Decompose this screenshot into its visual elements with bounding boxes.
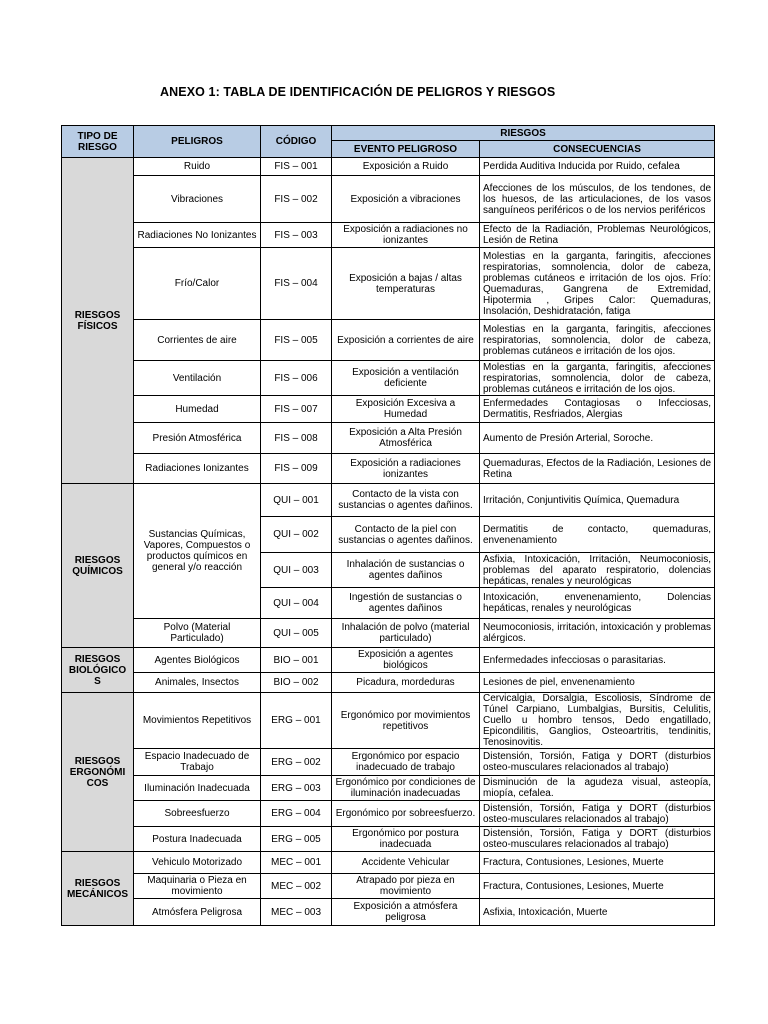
evento-cell: Ergonómico por postura inadecuada bbox=[332, 827, 480, 852]
peligro-cell: Corrientes de aire bbox=[134, 320, 261, 361]
codigo-cell: FIS – 008 bbox=[261, 423, 332, 454]
consecuencia-cell: Irritación, Conjuntivitis Química, Quemadura bbox=[480, 484, 715, 517]
peligro-cell: Vibraciones bbox=[134, 176, 261, 223]
table-row bbox=[62, 776, 715, 801]
table-row bbox=[62, 423, 715, 454]
consecuencia-cell: Fractura, Contusiones, Lesiones, Muerte bbox=[480, 852, 715, 874]
codigo-cell: MEC – 001 bbox=[261, 852, 332, 874]
category-riesgos-fisicos: RIESGOS FÍSICOS bbox=[62, 158, 134, 484]
hazard-risk-table bbox=[61, 125, 715, 926]
category-riesgos-mecanicos: RIESGOS MECÁNICOS bbox=[62, 852, 134, 926]
codigo-cell: FIS – 003 bbox=[261, 223, 332, 248]
table-row bbox=[62, 827, 715, 852]
codigo-cell: FIS – 009 bbox=[261, 454, 332, 484]
table-row bbox=[62, 749, 715, 776]
evento-cell: Exposición a ventilación deficiente bbox=[332, 361, 480, 396]
table-row bbox=[62, 693, 715, 749]
consecuencia-cell: Enfermedades infecciosas o parasitarias. bbox=[480, 648, 715, 673]
table-row bbox=[62, 223, 715, 248]
evento-cell: Exposición a corrientes de aire bbox=[332, 320, 480, 361]
consecuencia-cell: Molestias en la garganta, faringitis, afecciones respiratorias, somnolencia, dolor de cabeza, problemas cutáneos e irritación de los ojos. Frío: Quemaduras, Gangrena de Extremidad, Hipotermia , Gripes Calor: Quemaduras, Insolación, Deshidratación, fatiga bbox=[480, 248, 715, 320]
evento-cell: Exposición a atmósfera peligrosa bbox=[332, 899, 480, 926]
codigo-cell: FIS – 005 bbox=[261, 320, 332, 361]
consecuencia-cell: Perdida Auditiva Inducida por Ruido, cefalea bbox=[480, 158, 715, 176]
header-riesgos: RIESGOS bbox=[332, 126, 715, 141]
evento-cell: Exposición a agentes biológicos bbox=[332, 648, 480, 673]
consecuencia-cell: Cervicalgia, Dorsalgia, Escoliosis, Síndrome de Túnel Carpiano, Lumbalgias, Bursitis, Celulitis, Cuello u hombro tensos, Dedo engatillado, Epicondilitis, Ganglios, Osteoartritis, tendinitis, Tenosinovitis. bbox=[480, 693, 715, 749]
codigo-cell: BIO – 002 bbox=[261, 673, 332, 693]
consecuencia-cell: Fractura, Contusiones, Lesiones, Muerte bbox=[480, 874, 715, 899]
peligro-cell: Agentes Biológicos bbox=[134, 648, 261, 673]
consecuencia-cell: Disminución de la agudeza visual, asteopía, miopía, cefalea. bbox=[480, 776, 715, 801]
consecuencia-cell: Lesiones de piel, envenenamiento bbox=[480, 673, 715, 693]
table-row bbox=[62, 454, 715, 484]
consecuencia-cell: Dermatitis de contacto, quemaduras, envenenamiento bbox=[480, 517, 715, 553]
evento-cell: Exposición a vibraciones bbox=[332, 176, 480, 223]
consecuencia-cell: Distensión, Torsión, Fatiga y DORT (disturbios osteo-musculares relacionados al trabajo) bbox=[480, 827, 715, 852]
table-row bbox=[62, 899, 715, 926]
header-evento-peligroso: EVENTO PELIGROSO bbox=[332, 141, 480, 158]
codigo-cell: FIS – 001 bbox=[261, 158, 332, 176]
category-riesgos-ergonomicos: RIESGOS ERGONÓMI COS bbox=[62, 693, 134, 852]
peligro-cell: Sustancias Químicas, Vapores, Compuestos o productos químicos en general y/o reacción bbox=[134, 484, 261, 619]
consecuencia-cell: Intoxicación, envenenamiento, Dolencias hepáticas, renales y neurológicas bbox=[480, 588, 715, 619]
evento-cell: Exposición a bajas / altas temperaturas bbox=[332, 248, 480, 320]
category-riesgos-quimicos: RIESGOS QUÍMICOS bbox=[62, 484, 134, 648]
evento-cell: Picadura, mordeduras bbox=[332, 673, 480, 693]
peligro-cell: Postura Inadecuada bbox=[134, 827, 261, 852]
peligro-cell: Radiaciones No Ionizantes bbox=[134, 223, 261, 248]
codigo-cell: QUI – 005 bbox=[261, 619, 332, 648]
peligro-cell: Ruido bbox=[134, 158, 261, 176]
table-row bbox=[62, 361, 715, 396]
table-row bbox=[62, 619, 715, 648]
evento-cell: Contacto de la vista con sustancias o agentes dañinos. bbox=[332, 484, 480, 517]
codigo-cell: FIS – 004 bbox=[261, 248, 332, 320]
consecuencia-cell: Efecto de la Radiación, Problemas Neurológicos, Lesión de Retina bbox=[480, 223, 715, 248]
document-title: ANEXO 1: TABLA DE IDENTIFICACIÓN DE PELIGROS Y RIESGOS bbox=[160, 85, 556, 99]
evento-cell: Exposición a Alta Presión Atmosférica bbox=[332, 423, 480, 454]
consecuencia-cell: Distensión, Torsión, Fatiga y DORT (disturbios osteo-musculares relacionados al trabajo) bbox=[480, 749, 715, 776]
consecuencia-cell: Molestias en la garganta, faringitis, afecciones respiratorias, somnolencia, dolor de cabeza, problemas cutáneos e irritación de los ojos. bbox=[480, 320, 715, 361]
evento-cell: Accidente Vehicular bbox=[332, 852, 480, 874]
consecuencia-cell: Molestias en la garganta, faringitis, afecciones respiratorias, somnolencia, dolor de cabeza, problemas cutáneos e irritación de los ojos. bbox=[480, 361, 715, 396]
table-row bbox=[62, 176, 715, 223]
category-riesgos-biologicos: RIESGOS BIOLÓGICO S bbox=[62, 648, 134, 693]
header-tipo-riesgo: TIPO DE RIESGO bbox=[62, 126, 134, 158]
table-row bbox=[62, 874, 715, 899]
codigo-cell: QUI – 004 bbox=[261, 588, 332, 619]
peligro-cell: Presión Atmosférica bbox=[134, 423, 261, 454]
evento-cell: Ergonómico por condiciones de iluminación inadecuadas bbox=[332, 776, 480, 801]
peligro-cell: Espacio Inadecuado de Trabajo bbox=[134, 749, 261, 776]
codigo-cell: FIS – 007 bbox=[261, 396, 332, 423]
header-peligros: PELIGROS bbox=[134, 126, 261, 158]
evento-cell: Contacto de la piel con sustancias o agentes dañinos. bbox=[332, 517, 480, 553]
table-row bbox=[62, 248, 715, 320]
consecuencia-cell: Neumoconiosis, irritación, intoxicación y problemas alérgicos. bbox=[480, 619, 715, 648]
header-consecuencias: CONSECUENCIAS bbox=[480, 141, 715, 158]
consecuencia-cell: Afecciones de los músculos, de los tendones, de los huesos, de las articulaciones, de los vasos sanguíneos periféricos o de los nervios periféricos bbox=[480, 176, 715, 223]
peligro-cell: Humedad bbox=[134, 396, 261, 423]
evento-cell: Exposición Excesiva a Humedad bbox=[332, 396, 480, 423]
consecuencia-cell: Asfixia, Intoxicación, Irritación, Neumoconiosis, problemas del aparato respiratorio, dolencias hepáticas, renales y neurológicas bbox=[480, 553, 715, 588]
evento-cell: Exposición a radiaciones ionizantes bbox=[332, 454, 480, 484]
peligro-cell: Movimientos Repetitivos bbox=[134, 693, 261, 749]
codigo-cell: ERG – 002 bbox=[261, 749, 332, 776]
table-row bbox=[62, 801, 715, 827]
table-row bbox=[62, 648, 715, 673]
table-row bbox=[62, 396, 715, 423]
header-codigo: CÓDIGO bbox=[261, 126, 332, 158]
codigo-cell: FIS – 002 bbox=[261, 176, 332, 223]
codigo-cell: QUI – 001 bbox=[261, 484, 332, 517]
consecuencia-cell: Enfermedades Contagiosas o Infecciosas, Dermatitis, Resfriados, Alergias bbox=[480, 396, 715, 423]
evento-cell: Inhalación de polvo (material particulado) bbox=[332, 619, 480, 648]
peligro-cell: Maquinaria o Pieza en movimiento bbox=[134, 874, 261, 899]
table-row bbox=[62, 673, 715, 693]
evento-cell: Ergonómico por sobreesfuerzo. bbox=[332, 801, 480, 827]
codigo-cell: ERG – 001 bbox=[261, 693, 332, 749]
table-row bbox=[62, 852, 715, 874]
peligro-cell: Sobreesfuerzo bbox=[134, 801, 261, 827]
evento-cell: Ergonómico por movimientos repetitivos bbox=[332, 693, 480, 749]
peligro-cell: Animales, Insectos bbox=[134, 673, 261, 693]
peligro-cell: Radiaciones Ionizantes bbox=[134, 454, 261, 484]
peligro-cell: Polvo (Material Particulado) bbox=[134, 619, 261, 648]
consecuencia-cell: Quemaduras, Efectos de la Radiación, Lesiones de Retina bbox=[480, 454, 715, 484]
evento-cell: Exposición a radiaciones no ionizantes bbox=[332, 223, 480, 248]
consecuencia-cell: Distensión, Torsión, Fatiga y DORT (disturbios osteo-musculares relacionados al trabajo) bbox=[480, 801, 715, 827]
codigo-cell: ERG – 003 bbox=[261, 776, 332, 801]
table-row bbox=[62, 158, 715, 176]
evento-cell: Inhalación de sustancias o agentes dañinos bbox=[332, 553, 480, 588]
table-row bbox=[62, 320, 715, 361]
consecuencia-cell: Asfixia, Intoxicación, Muerte bbox=[480, 899, 715, 926]
evento-cell: Exposición a Ruido bbox=[332, 158, 480, 176]
codigo-cell: ERG – 005 bbox=[261, 827, 332, 852]
consecuencia-cell: Aumento de Presión Arterial, Soroche. bbox=[480, 423, 715, 454]
codigo-cell: QUI – 002 bbox=[261, 517, 332, 553]
peligro-cell: Ventilación bbox=[134, 361, 261, 396]
codigo-cell: BIO – 001 bbox=[261, 648, 332, 673]
evento-cell: Ingestión de sustancias o agentes dañinos bbox=[332, 588, 480, 619]
codigo-cell: MEC – 002 bbox=[261, 874, 332, 899]
codigo-cell: ERG – 004 bbox=[261, 801, 332, 827]
evento-cell: Atrapado por pieza en movimiento bbox=[332, 874, 480, 899]
evento-cell: Ergonómico por espacio inadecuado de trabajo bbox=[332, 749, 480, 776]
codigo-cell: QUI – 003 bbox=[261, 553, 332, 588]
peligro-cell: Vehiculo Motorizado bbox=[134, 852, 261, 874]
table-row bbox=[62, 484, 715, 517]
codigo-cell: MEC – 003 bbox=[261, 899, 332, 926]
peligro-cell: Iluminación Inadecuada bbox=[134, 776, 261, 801]
peligro-cell: Frío/Calor bbox=[134, 248, 261, 320]
codigo-cell: FIS – 006 bbox=[261, 361, 332, 396]
peligro-cell: Atmósfera Peligrosa bbox=[134, 899, 261, 926]
